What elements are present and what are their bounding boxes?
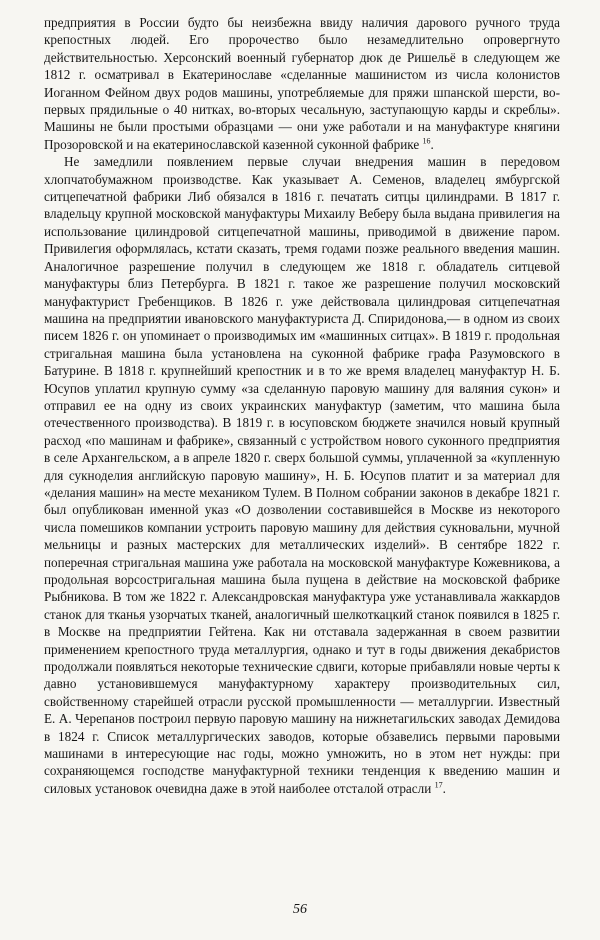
paragraph-text: предприятия в России будто бы неизбежна ввиду наличия дарового ручного труда крепостных людей. Его пророчество было незамедлительно опровергнуто действительностью. Херсонский военный губернатор дюк де Ришельё в следующем же 1812 г. осматривал в Екатеринославе «сделанные машинистом из числа колонистов Иоганном Фейном двух родов машины, употребляемые для пряжи шпанской шерсти, во-первых прядильные о 40 нитках, во-вторых чесальную, заступающую карды и скреблы». Машины не были простыми образцами — они уже работали и на мануфактуре княгини Прозоровской и на екатеринославской казенной суконной фабрике <box>44 15 560 152</box>
paragraph-tail: . <box>430 136 434 152</box>
paragraph-tail: . <box>442 780 446 796</box>
page-number: 56 <box>293 902 307 917</box>
footnote-marker: 16 <box>422 136 431 146</box>
footnote-marker: 17 <box>434 780 443 790</box>
paragraph-machines <box>44 153 560 797</box>
paragraph-text: Не замедлили появлением первые случаи внедрения машин в передовом хлопчатобумажном производстве. Как указывает А. Семенов, владелец ямбургской ситцепечатной фабрики Либ обязался в 1816 г. печатать ситцы цилиндрами. В 1817 г. владельцу крупной московской мануфактуры Михаилу Веберу была выдана привилегия на использование цилиндровой ситцепечатной машины, приводимой в движение паром. Привилегия оформлялась, кстати сказать, тремя годами позже реального введения машин. Аналогичное разрешение получил в следующем же 1818 г. обладатель ситцевой мануфактуры близ Петербурга. В 1821 г. такое же разрешение получил московский мануфактурист Гребенщиков. В 1826 г. уже действовала цилиндровая ситцепечатная машина на предприятии ивановского мануфактуриста Д. Спиридонова,— в одном из своих писем 1826 г. он упоминает о производимых им «машинных ситцах». В 1819 г. продольная стригальная машина была установлена на суконной фабрике графа Разумовского в Батурине. В 1818 г. крупнейший крепостник и в то же время владелец мануфактур Н. Б. Юсупов уплатил крупную сумму «за сделанную паровую машину для валяния сукон» и отправил ее на одну из своих украинских мануфактур (заметим, что машина была отечественного производства). В 1819 г. в юсуповском бюджете значился новый крупный расход «по машинам и фабрике», связанный с устройством нового суконного предприятия в селе Архангельском, а в апреле 1820 г. сверх большой суммы, уплаченной за «купленную для сукноделия английскую паровую машину», Н. Б. Юсупов платит и за материал для «делания машин» на месте механиком Тулем. В Полном собрании законов в декабре 1821 г. был опубликован именной указ «О дозволении составившейся в Москве из некоторого числа помешиков компании устроить паровую машину для действия сукновальни, мучной мельницы и разных мастерских для металлических изделий». В сентябре 1822 г. поперечная стригальная машина уже работала на московской мануфактуре Кожевникова, а продольная ворсостригальная машина была пущена в действие на московской фабрике Рыбникова. В том же 1822 г. Александровская мануфактура уже устанавливала жаккардов станок для тканья узорчатых тканей, аналогичный шелкоткацкий станок появился в 1825 г. в Москве на предприятии Гейтена. Как ни отставала задержанная в своем развитии применением крепостного труда металлургия, однако и тут в годы движения декабристов продолжали появляться некоторые технические сдвиги, которые прибавляли новые черты к давно установившемуся мануфактурному характеру производительных сил, свойственному старейшей отрасли русской промышленности — металлургии. Известный Е. А. Черепанов построил первую паровую машину на нижнетагильских заводах Демидова в 1824 г. Список металлургических заводов, которые обзавелись первыми паровыми машинами в интересующие нас годы, можно умножить, но в этом нет нужды: при сохраняющемся господстве мануфактурной техники тенденция к введению машин и силовых установок очевидна даже в этой наиболее отсталой отрасли <box>44 154 560 796</box>
paragraph-continuation <box>44 14 560 153</box>
